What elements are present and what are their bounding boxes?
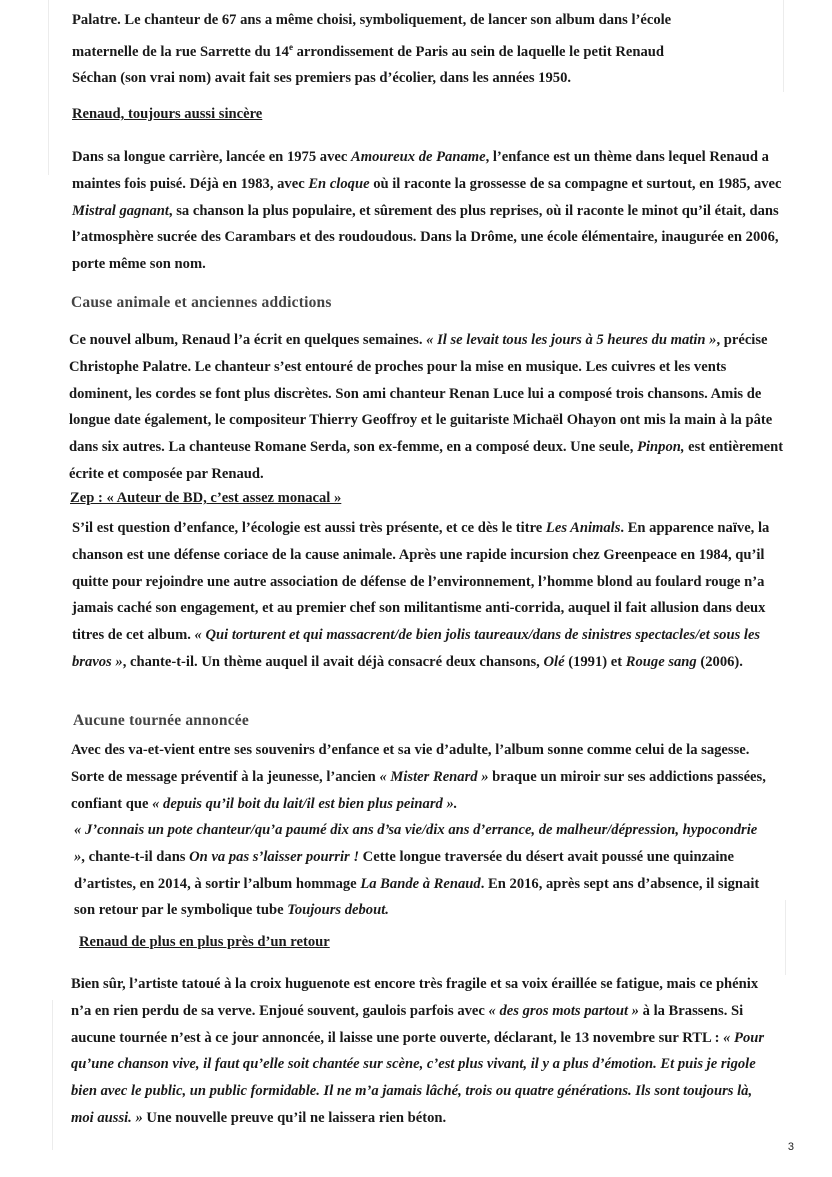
italic-run: On va pas s’laisser pourrir ! [189,848,360,865]
text-run: est entièrement écrite et composée par Renaud. [69,439,784,482]
italic-run: Pinpon, [637,439,685,456]
italic-run: « J’connais un pote chanteur/qu’a paumé dix ans d’sa vie/dix ans d’errance, de malheur/dépression, hypocondrie » [74,822,758,865]
paragraph-text [71,737,771,817]
italic-run: Les Animals [545,520,621,536]
text-run: Ce nouvel album, Renaud l’a écrit en quelques semaines. [69,332,427,348]
italic-run: Mistral gagnant [72,202,169,219]
intro-line: Palatre. Le chanteur de 67 ans a même choisi, symboliquement, de lancer son album dans l’école [72,12,672,28]
scan-margin-line [48,0,49,175]
text-run: braque un miroir sur ses addictions passées, confiant que [71,768,766,812]
italic-run: « des gros mots partout » [488,1002,639,1019]
section-paragraph [72,144,784,278]
text-run: , chante-t-il dans [81,848,190,865]
text-run: . En 2016, après sept ans d’absence, il signait son retour par le symbolique tube [74,875,760,919]
intro-line: maternelle de la rue Sarrette du 14e arrondissement de Paris au sein de laquelle le petit Renaud [72,41,665,60]
italic-run: Rouge sang [625,653,697,670]
italic-run: « Qui torturent et qui massacrent/de bien jolis taureaux/dans de sinistres spectacles/et sous les bravos » [72,627,761,670]
text-run: Une nouvelle preuve qu’il ne laissera rien béton. [142,1109,447,1126]
italic-run: En cloque [308,175,370,192]
text-run: Dans sa longue carrière, lancée en 1975 avec [72,149,351,165]
italic-run: Toujours debout. [287,902,389,919]
intro-line: Séchan (son vrai nom) avait fait ses premiers pas d’écolier, dans les années 1950. [72,69,572,86]
intro-paragraph [72,7,784,91]
section-paragraph [72,515,784,676]
text-run: , sa chanson la plus populaire, et sûrement des plus reprises, où il raconte le minot qu’il était, dans l’atmosphère sucrée des Carambars et des roudoudous. Dans la Drôme, une école élémentaire, inaugurée en 2006, porte même son nom. [72,202,779,273]
section-heading: Cause animale et anciennes addictions [71,294,332,311]
paragraph-text [69,327,785,488]
section-paragraph [69,327,785,488]
paragraph-text [74,817,764,924]
italic-run: « depuis qu’il boit du lait/il est bien plus peinard ». [152,795,458,812]
section-heading: Zep : « Auteur de BD, c’est assez monacal » [70,490,342,506]
section-heading: Renaud, toujours aussi sincère [72,106,263,122]
italic-run: « Il se levait tous les jours à 5 heures du matin » [426,332,717,348]
italic-run: Amoureux de Paname [350,149,486,165]
section-paragraph [74,817,764,924]
section-heading: Renaud de plus en plus près d’un retour [79,934,330,950]
text-run: S’il est question d’enfance, l’écologie est aussi très présente, et ce dès le titre [72,520,546,536]
text-run: Cette longue traversée du désert avait poussé une quinzaine d’artistes, en 2014, à sortir l’album hommage [74,848,734,892]
text-run: Avec des va-et-vient entre ses souvenirs d’enfance et sa vie d’adulte, l’album sonne comme celui de la sagesse. Sorte de message préventif à la jeunesse, l’ancien [71,742,750,785]
section-paragraph [71,971,771,1132]
text-run: , chante-t-il. Un thème auquel il avait déjà consacré deux chansons, [122,653,544,670]
italic-run: « Mister Renard » [379,768,489,785]
page-number: 3 [787,1141,794,1153]
text-run: à la Brassens. Si aucune tournée n’est à ce jour annoncée, il laisse une porte ouverte, déclarant, le 13 novembre sur RTL : [71,1002,744,1046]
text-run: , l’enfance est un thème dans lequel Renaud a maintes fois puisé. Déjà en 1983, avec [72,149,769,192]
text-run: où il raconte la grossesse de sa compagne et surtout, en 1985, avec [369,175,782,192]
section-paragraph [71,737,771,817]
paragraph-text [72,515,784,676]
text-run: , précise Christophe Palatre. Le chanteur s’est entouré de proches pour la mise en musique. Les cuivres et les vents dominent, les cordes se font plus discrètes. Son ami chanteur Renan Luce lui a composé trois chansons. Amis de longue date également, le compositeur Thierry Geoffroy et le guitariste Michaël Ohayon ont mis la main à la pâte dans six autres. La chanteuse Romane Serda, son ex-femme, en a composé deux. Une seule, [69,332,773,456]
paragraph-text [71,971,771,1132]
italic-run: Olé [543,653,565,670]
italic-run: « Pour qu’une chanson vive, il faut qu’elle soit chantée sur scène, c’est plus vivant, il y a plus d’émotion. Et puis je rigole bien avec le public, un public formidable. Il ne m’a jamais lâché, trois ou quatre générations. Ils sont toujours là, moi aussi. » [71,1029,765,1126]
section-heading: Aucune tournée annoncée [73,712,249,729]
italic-run: La Bande à Renaud [360,875,481,892]
text-run: . En apparence naïve, la chanson est une défense coriace de la cause animale. Après une rapide incursion chez Greenpeace en 1984, qu’il quitte pour rejoindre une autre association de défense de l’environnement, l’homme blond au foulard rouge n’a jamais caché son engagement, et au premier chef son militantisme anti-corrida, auquel il fait allusion dans deux titres de cet album. [72,520,770,644]
text-run: (1991) et [564,653,626,670]
text-run: Bien sûr, l’artiste tatoué à la croix huguenote est encore très fragile et sa voix éraillée se fatigue, mais ce phénix n’a en rien perdu de sa verve. Enjoué souvent, gaulois parfois avec [71,976,759,1019]
text-run: (2006). [696,653,743,670]
scan-margin-line [52,1000,53,1150]
paragraph-text [72,144,784,278]
